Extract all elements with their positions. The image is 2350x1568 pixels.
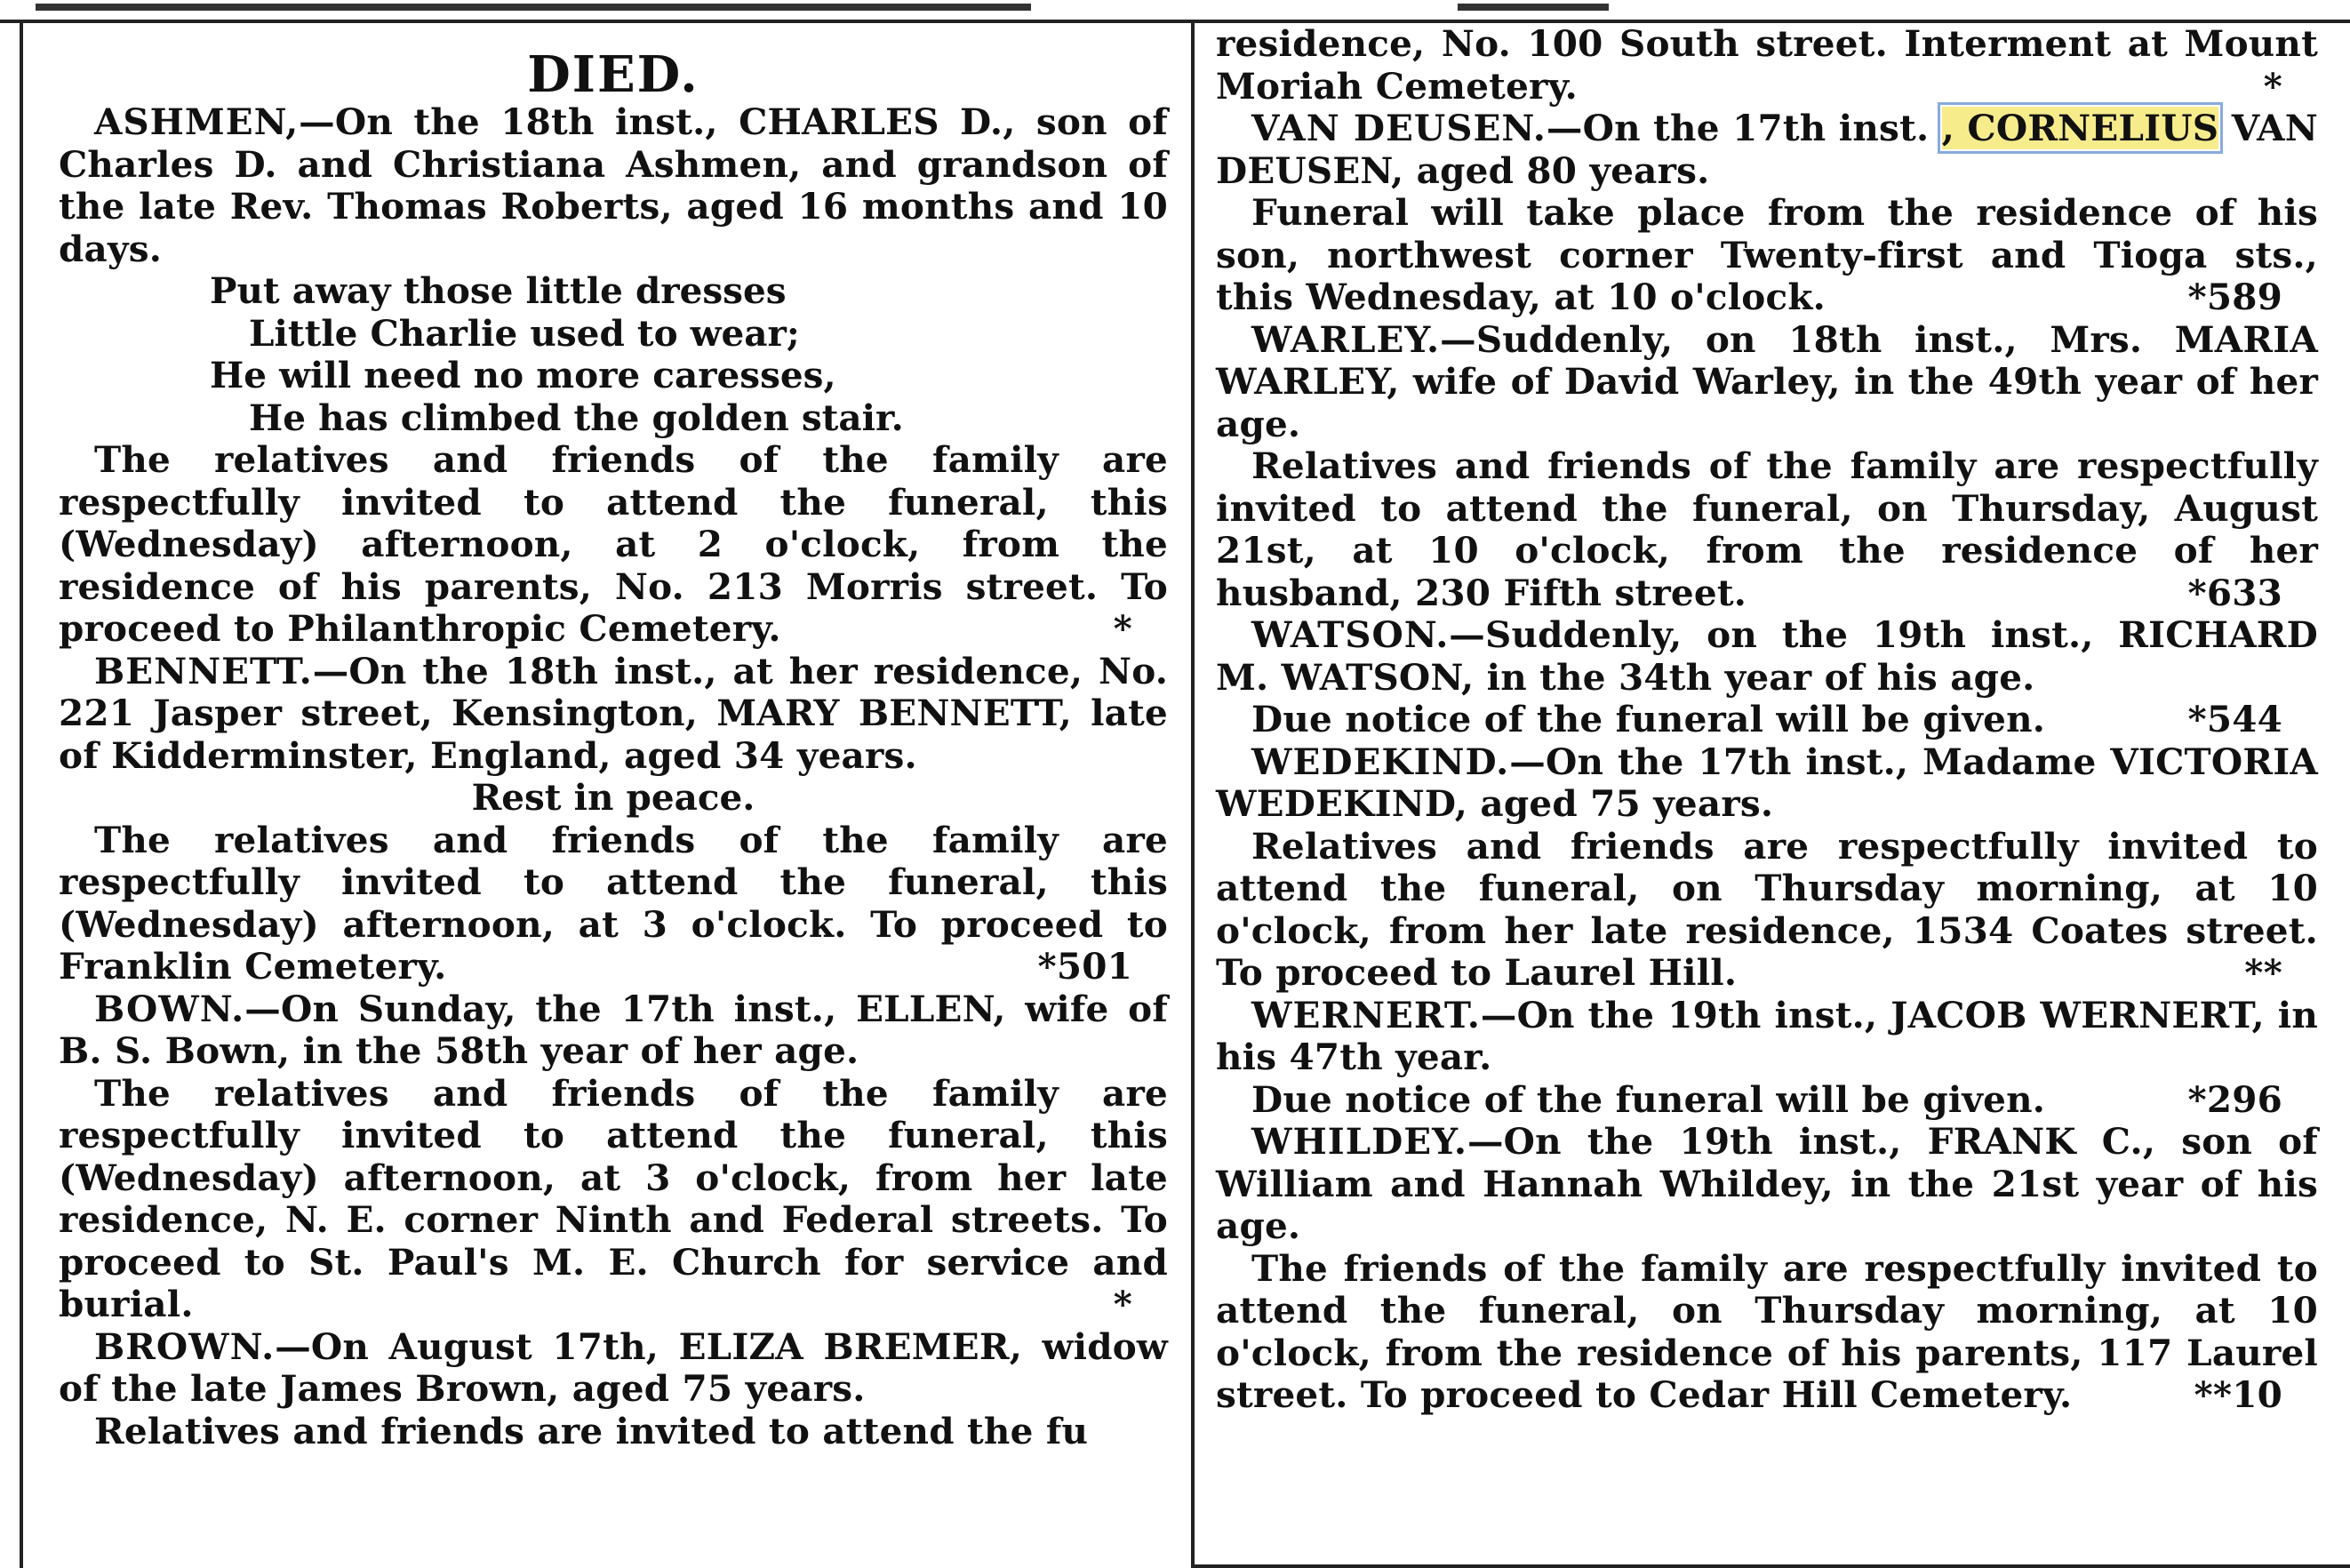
search-highlight: , CORNELIUS (1941, 107, 2219, 149)
notice-bennett (59, 651, 1168, 778)
deceased-name: WERNERT. (1251, 993, 1481, 1036)
deceased-name: ASHMEN, (94, 100, 300, 143)
notice-text: —On the 18th inst., at her residence, No. 221 Jasper street, Kensington, MARY BENNETT, late of Kidderminster, England, aged 34 years. (59, 649, 1168, 777)
deceased-name: WHILDEY. (1251, 1120, 1467, 1163)
funeral-text: The relatives and friends of the family are respectfully invited to attend the funeral, this (Wednesday) afternoon, at 2 o'clock, from the residence of his parents, No. 213 Morris street. To proceed to Philanthropic Cemetery. (59, 438, 1168, 650)
deceased-name: BOWN. (94, 987, 245, 1030)
notice-mark: * (1113, 607, 1132, 650)
funeral-text: The relatives and friends of the family are respectfully invited to attend the funeral, this (Wednesday) afternoon, at 3 o'clock. To proceed to Franklin Cemetery. (59, 818, 1168, 988)
memorial-poem (59, 270, 1168, 439)
left-column (20, 20, 1191, 1568)
notice-van-deusen (1216, 108, 2318, 192)
funeral-notice (59, 1073, 1168, 1326)
section-heading: DIED. (527, 45, 699, 104)
funeral-notice (1216, 1079, 2318, 1122)
deceased-name: VAN DEUSEN. (1251, 107, 1547, 149)
clipped-header-fragment (36, 4, 1031, 11)
funeral-notice (1216, 826, 2318, 995)
notice-text: —On the 19th inst., FRANK C., son of William and Hannah Whildey, in the 21st year of his age. (1216, 1120, 2318, 1247)
notice-warley (1216, 319, 2318, 446)
notice-text: —On the 17th inst., Madame VICTORIA WEDEKIND, aged 75 years. (1216, 740, 2318, 825)
continued-notice (1216, 23, 2318, 108)
notice-mark: *501 (1037, 945, 1132, 988)
notice-brown (59, 1326, 1168, 1411)
notice-text: —On August 17th, ELIZA BREMER, widow of the late James Brown, aged 75 years. (59, 1324, 1168, 1410)
notice-mark: ** (2244, 951, 2282, 994)
funeral-notice (1216, 445, 2318, 614)
deceased-name: BROWN. (94, 1324, 276, 1368)
notice-mark: * (2263, 64, 2282, 108)
notice-text: —On the 17th inst. (1546, 107, 1930, 149)
poem-line: He has climbed the golden stair. (249, 396, 904, 439)
funeral-text: The relatives and friends of the family are respectfully invited to attend the funeral, this (Wednesday) afternoon, at 3 o'clock, from her late residence, N. E. corner Ninth and Federal streets. To proceed to St. Paul's M. E. Church for service and burial. (59, 1071, 1168, 1325)
funeral-text: Relatives and friends of the family are respectfully invited to attend the funeral, on Thursday, August 21st, at 10 o'clock, from the residence of her husband, 230 Fifth street. (1216, 444, 2318, 614)
notice-text: —On the 18th inst., CHARLES D., son of Charles D. and Christiana Ashmen, and grandson of the late Rev. Thomas Roberts, aged 16 months and 10 days. (59, 100, 1168, 270)
notice-text: —On the 19th inst., JACOB WERNERT, in his 47th year. (1216, 993, 2318, 1078)
funeral-notice (59, 439, 1168, 651)
notice-mark: *544 (2187, 698, 2282, 740)
poem-line: Little Charlie used to wear; (249, 311, 800, 355)
funeral-text: Relatives and friends are respectfully invited to attend the funeral, on Thursday morning, at 10 o'clock, from her late residence, 1534 Coates street. To proceed to Laurel Hill. (1216, 824, 2318, 994)
notice-whildey (1216, 1121, 2318, 1248)
poem-line: Put away those little dresses (210, 269, 787, 312)
funeral-notice (1216, 192, 2318, 319)
notice-text: —Suddenly, on 18th inst., Mrs. MARIA WARLEY, wife of David Warley, in the 49th year of her age. (1216, 317, 2318, 445)
notice-wernert (1216, 995, 2318, 1079)
deceased-name: WARLEY. (1251, 317, 1441, 361)
deceased-name: BENNETT. (94, 649, 313, 692)
clipped-header-fragment (1458, 4, 1609, 11)
notice-text: —On Sunday, the 17th inst., ELLEN, wife of B. S. Bown, in the 58th year of her age. (59, 987, 1168, 1072)
funeral-notice (1216, 699, 2318, 741)
epitaph: Rest in peace. (471, 776, 755, 819)
deceased-name: WATSON. (1251, 613, 1450, 656)
right-column (1191, 20, 2330, 1568)
funeral-notice (1216, 1248, 2318, 1417)
notice-mark: *589 (2187, 276, 2282, 318)
newspaper-page (0, 20, 2350, 1568)
notice-watson (1216, 614, 2318, 699)
notice-mark: * (1113, 1283, 1132, 1325)
funeral-notice (59, 820, 1168, 988)
notice-mark: *633 (2187, 571, 2282, 614)
funeral-text: The friends of the family are respectfully invited to attend the funeral, on Thursday morning, at 10 o'clock, from the residence of his parents, 117 Laurel street. To proceed to Cedar Hill Cemetery. (1216, 1246, 2318, 1416)
funeral-notice: Relatives and friends are invited to attend the fu (94, 1409, 1089, 1452)
deceased-name: WEDEKIND. (1251, 740, 1510, 783)
funeral-text: Due notice of the funeral will be given. (1251, 698, 2046, 740)
column-bottom-rule (1191, 1564, 2350, 1568)
notice-bown (59, 988, 1168, 1073)
notice-wedekind (1216, 741, 2318, 826)
notice-text: —Suddenly, on the 19th inst., RICHARD M. WATSON, in the 34th year of his age. (1216, 613, 2318, 699)
notice-text: residence, No. 100 South street. Interment at Mount Moriah Cemetery. (1216, 22, 2318, 108)
poem-line: He will need no more caresses, (210, 354, 836, 396)
funeral-text: Due notice of the funeral will be given. (1251, 1077, 2046, 1121)
notice-ashmen (59, 101, 1168, 270)
funeral-text: Funeral will take place from the residence of his son, northwest corner Twenty-first and Tioga sts., this Wednesday, at 10 o'clock. (1216, 191, 2318, 318)
notice-mark: *296 (2187, 1077, 2282, 1121)
notice-text: VAN DEUSEN, aged 80 years. (1216, 107, 2319, 192)
notice-mark: **10 (2194, 1373, 2282, 1416)
